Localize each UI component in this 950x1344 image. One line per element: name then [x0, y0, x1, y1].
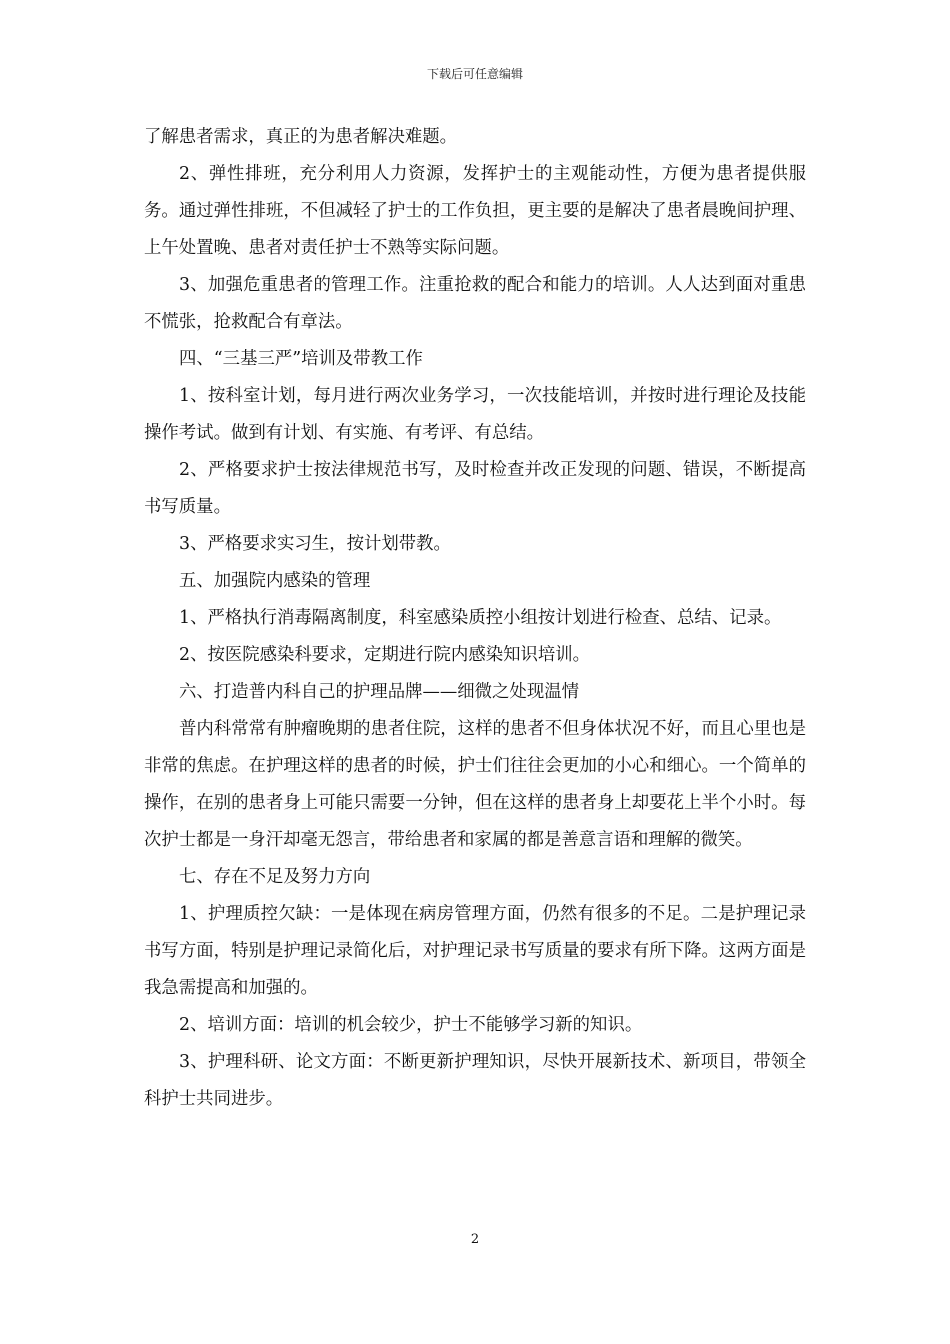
paragraph-7: 3、严格要求实习生，按计划带教。 [179, 534, 451, 554]
section-heading-7: 七、存在不足及努力方向 [179, 867, 371, 887]
paragraph-2: 2、弹性排班，充分利用人力资源，发挥护士的主观能动性，方便为患者提供服务。通过弹性排班，不但减轻了护士的工作负担，更主要的是解决了患者晨晚间护理、上午处置晚、患者对责任护士不熟等实际问题。 [144, 164, 806, 258]
paragraph-15: 2、培训方面：培训的机会较少，护士不能够学习新的知识。 [179, 1015, 643, 1035]
paragraph-5: 1、按科室计划，每月进行两次业务学习，一次技能培训，并按时进行理论及技能操作考试。做到有计划、有实施、有考评、有总结。 [144, 386, 806, 443]
document-body [144, 119, 806, 1118]
page-header: 下载后可任意编辑 [426, 67, 523, 81]
paragraph-9: 1、严格执行消毒隔离制度，科室感染质控小组按计划进行检查、总结、记录。 [179, 608, 782, 628]
paragraph-6: 2、严格要求护士按法律规范书写，及时检查并改正发现的问题、错误，不断提高书写质量。 [144, 460, 806, 517]
paragraph-10: 2、按医院感染科要求，定期进行院内感染知识培训。 [179, 645, 591, 665]
section-heading-5: 五、加强院内感染的管理 [179, 571, 371, 591]
paragraph-3: 3、加强危重患者的管理工作。注重抢救的配合和能力的培训。人人达到面对重患不慌张，抢救配合有章法。 [144, 275, 806, 332]
paragraph-12: 普内科常常有肿瘤晚期的患者住院，这样的患者不但身体状况不好，而且心里也是非常的焦虑。在护理这样的患者的时候，护士们往往会更加的小心和细心。一个简单的操作，在别的患者身上可能只需要一分钟，但在这样的患者身上却要花上半个小时。每次护士都是一身汗却毫无怨言，带给患者和家属的都是善意言语和理解的微笑。 [144, 719, 806, 850]
paragraph-16: 3、护理科研、论文方面：不断更新护理知识，尽快开展新技术、新项目，带领全科护士共同进步。 [144, 1052, 806, 1109]
section-heading-4: 四、“三基三严”培训及带教工作 [179, 349, 423, 369]
section-heading-6: 六、打造普内科自己的护理品牌——细微之处现温情 [179, 682, 579, 702]
paragraph-1: 了解患者需求，真正的为患者解决难题。 [144, 127, 458, 147]
page-number: 2 [470, 1232, 480, 1247]
paragraph-14: 1、护理质控欠缺：一是体现在病房管理方面，仍然有很多的不足。二是护理记录书写方面，特别是护理记录简化后，对护理记录书写质量的要求有所下降。这两方面是我急需提高和加强的。 [144, 904, 806, 998]
